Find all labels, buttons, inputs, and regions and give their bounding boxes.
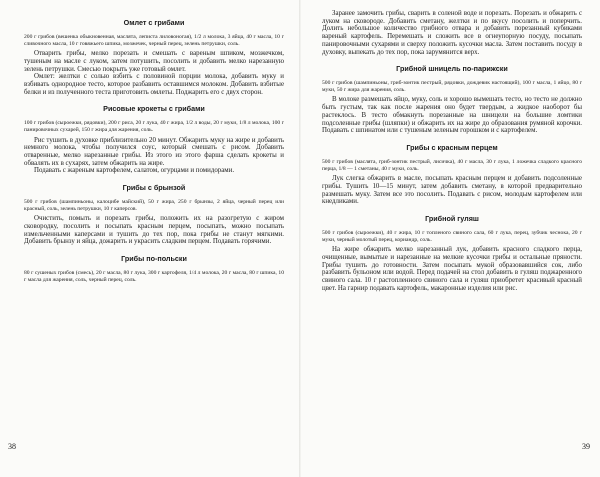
page-number: 39 [582, 442, 590, 451]
recipe-ingredients: 500 г грибов (шампиньоны, калоцибе майский), 50 г жира, 250 г брынзы, 2 яйца, черный перец или красный, соль, зелень петрушки, 10 г каперсов. [24, 199, 284, 212]
right-page [300, 0, 600, 477]
recipe-paragraph: Подавать с жареным картофелем, салатом, огурцами и помидорами. [34, 167, 235, 175]
recipe-paragraph: На жире обжарить мелко нарезанный лук, добавить красного сладкого перца, очищенные, вымытые и нарезанные на мелкие кусочки грибы и остальные пряности. Грибы тушить до готовности. Затем посыпать мукой образовавшийся сок, либо разбавить бульоном или водой. Перед подачей на стол добавить в гуляш поджаренного свиного сала. 10 г растопленного свиного сала и гуляш приобретет красивый красный цвет. На гарнир подавать картофель, макаронные изделия или рис. [322, 246, 582, 292]
recipe-ingredients: 100 г грибов (сыроежки, рядовки), 200 г риса, 20 г лука, 40 г жира, 1/2 л воды, 20 г муки, 1/8 л молока, 100 г панировочных сухарей, 150 г жира для жарения, соль. [24, 120, 284, 133]
recipe-title: Омлет с грибами [123, 18, 185, 27]
continued-paragraph: Заранее замочить грибы, сварить в соленой воде и порезать. Порезать и обжарить с луком на сковороде. Добавить сметану, желтки и по вкусу посолить и поперчить. Долить небольшое количество грибного отвара и добавить порезанный кубиками вареный картофель. Перемешать и сложить все в огнеупорную посуду, посыпать панировочными сухарями и сверху положить кусочки масла. Затем поставить посуду в духовку, выпекать до тех пор, пока зарумянится верх. [322, 10, 582, 56]
recipe-ingredients: 500 г грибов (сыроежки), 40 г жира, 10 г топленого свиного сала, 60 г лука, перец, зубчик чеснока, 20 г муки, черный молотый перец, кориандр, соль. [322, 229, 582, 243]
recipe-title: Грибной гуляш [425, 213, 479, 223]
recipe-paragraph: В молоке размешать яйцо, муку, соль и хорошо вымешать тесто, но тесто не должно быть густым, так как после жарения оно будет твердым, а жидкое наоборот бы растеклось. В тесто обмакнуть порезанные на шницели на большие ломтики подсоленные грибы (шляпки) и обжарить их на жире до образования румяной корочки. Подавать с шпинатом или с тушеным зеленым горошком и с картофелем. [322, 96, 582, 135]
recipe-ingredients: 200 г грибов (вешенка обыкновенная, маслята, леписта лиловоногая), 1/2 л молока, 3 яйца, 40 г масла, 10 г сливочного масла, 10 г говяжьего шпика, мозжечек, черный перец, зелень петрушки, соль. [24, 34, 284, 47]
recipe-ingredients: 80 г сушеных грибов (смесь), 20 г масла, 80 г лука, 300 г картофеля, 1/4 л молока, 20 г масла, 80 г шпика, 10 г масла для жарения, соль, черный перец, соль. [24, 270, 284, 283]
recipe-paragraph: Отварить грибы, мелко порезать и смешать с вареным шпиком, мозжечком, тушеным на масле с луком, затем потушить, посолить и добавить мелко нарезанную зелень петрушки. Смесью покрыть уже готовый омлет. [24, 50, 284, 73]
recipe-ingredients: 500 г грибов (шампиньоны, гриб-зонтик пестрый, рядовки, дождевик настоящий), 100 г масла, 1 яйцо, 80 г муки, 50 г жира для жарения, соль. [322, 80, 582, 93]
right-column [322, 10, 582, 292]
page-number: 38 [8, 442, 16, 451]
recipe-title: Грибы с брынзой [122, 183, 186, 193]
recipe-title: Рисовые крокеты с грибами [103, 104, 205, 114]
recipe-ingredients: 500 г грибов (маслята, гриб-зонтик пестрый, лисичка), 40 г масла, 30 г лука, 1 ложечка сладкого красного перца, 1/8 — 1 сметаны, 40 г муки, соль. [322, 158, 582, 172]
recipe-paragraph: Рис тушить в духовке приблизительно 20 минут. Обжарить муку на жире и добавить немного молока, чтобы получился соус, который смешать с рисом. Добавить отваренные, мелко нарезанные грибы. Из этого из этого фарша сделать крокеты и обвалять их в сухарях, затем обжарить на жире. [24, 136, 284, 167]
recipe-title: Грибы с красным перцем [406, 142, 498, 152]
left-column [24, 10, 284, 286]
recipe-paragraph: Омлет: желтки с солью взбить с половиной порции молока, добавить муку и взбивать однородное тесто, которое разбавить оставшимся молоком. Добавить взбитые белки и из полученного теста приготовить омлеты. Поджарить его с двух сторон. [24, 73, 284, 96]
recipe-paragraph: Лук слегка обжарить в масле, посыпать красным перцем и добавить подсоленные грибы. Тушить 10—15 минут, затем добавить сметану, в которой предварительно размешать муку. Затем все это посолить. Подавать с рисом, молодым картофелем или кнедликами. [322, 175, 582, 206]
recipe-title: Грибной шницель по-парижски [396, 64, 508, 74]
recipe-paragraph: Очистить, помыть и порезать грибы, положить их на разогретую с жиром сковородку, посолить и посыпать красным перцем, посыпать, можно посыпать измельченными каперсами и тушить до тех пор, пока грибы не станут мягкими. Добавить брынзу и яйца, дожарить и украсить сладким перцем. Подавать горячими. [24, 215, 284, 246]
recipe-title: Грибы по-польски [121, 254, 187, 264]
